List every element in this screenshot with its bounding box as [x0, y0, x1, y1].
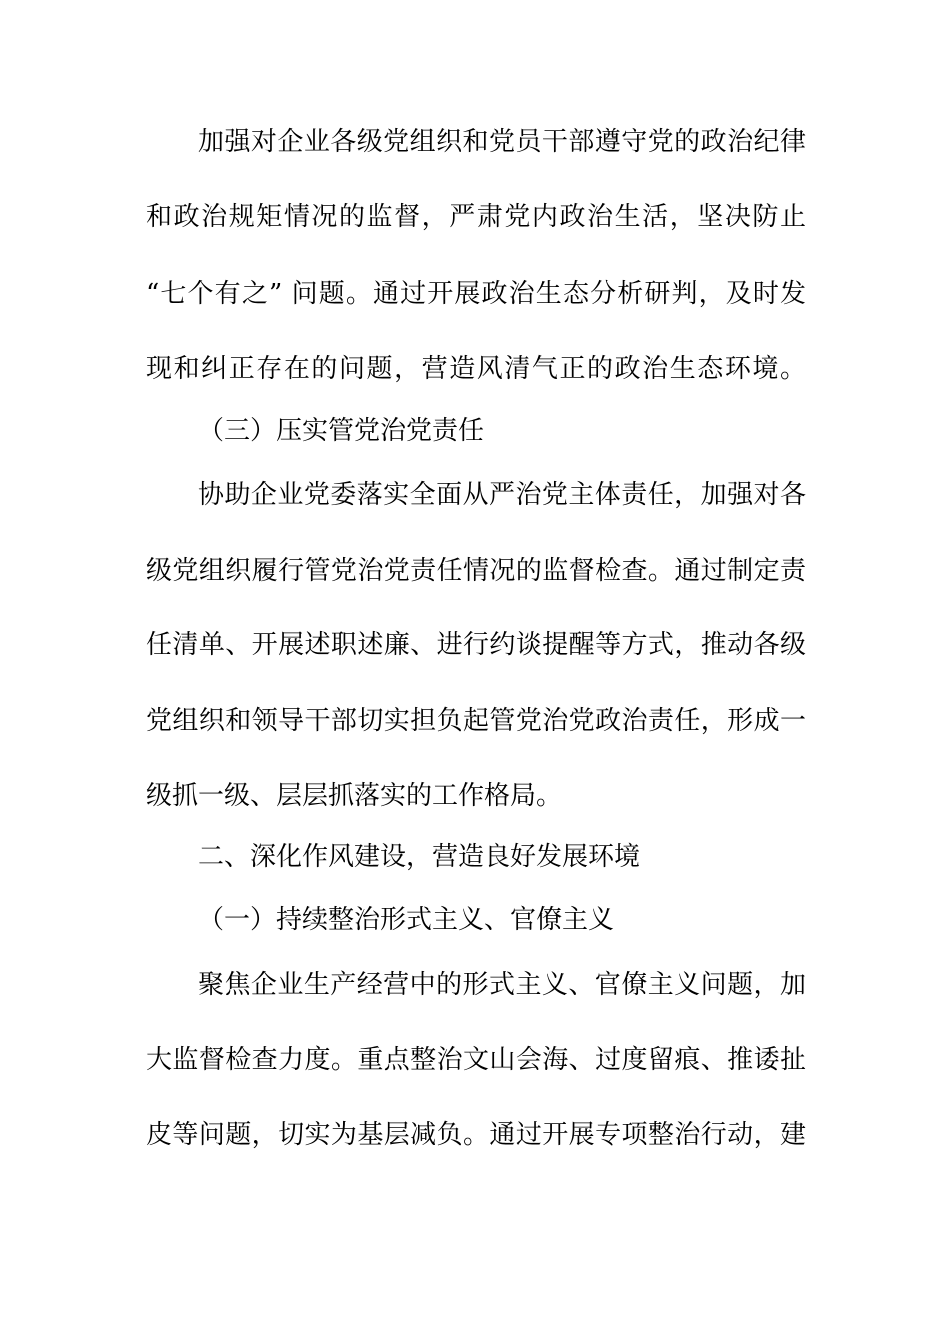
section-heading: （一）持续整治形式主义、官僚主义 [198, 905, 615, 935]
paragraph-line: 级党组织履行管党治党责任情况的监督检查。通过制定责 [146, 556, 806, 586]
paragraph-line: 现和纠正存在的问题，营造风清气正的政治生态环境。 [146, 354, 806, 384]
paragraph-line: 任清单、开展述职述廉、进行约谈提醒等方式，推动各级 [146, 630, 806, 660]
paragraph-line: 聚焦企业生产经营中的形式主义、官僚主义问题，加 [198, 970, 806, 1000]
paragraph-line: “七个有之” 问题。通过开展政治生态分析研判，及时发 [146, 279, 806, 309]
paragraph-line: 大监督检查力度。重点整治文山会海、过度留痕、推诿扯 [146, 1045, 806, 1075]
paragraph-line: 加强对企业各级党组织和党员干部遵守党的政治纪律 [198, 127, 806, 157]
section-heading: （三）压实管党治党责任 [198, 416, 485, 446]
paragraph-line: 皮等问题，切实为基层减负。通过开展专项整治行动，建 [146, 1120, 806, 1150]
paragraph-line: 级抓一级、层层抓落实的工作格局。 [146, 781, 563, 811]
paragraph-line: 和政治规矩情况的监督，严肃党内政治生活，坚决防止 [146, 202, 806, 232]
paragraph-line: 协助企业党委落实全面从严治党主体责任，加强对各 [198, 480, 806, 510]
paragraph-line: 党组织和领导干部切实担负起管党治党政治责任，形成一 [146, 706, 806, 736]
chapter-heading: 二、深化作风建设，营造良好发展环境 [198, 842, 641, 872]
